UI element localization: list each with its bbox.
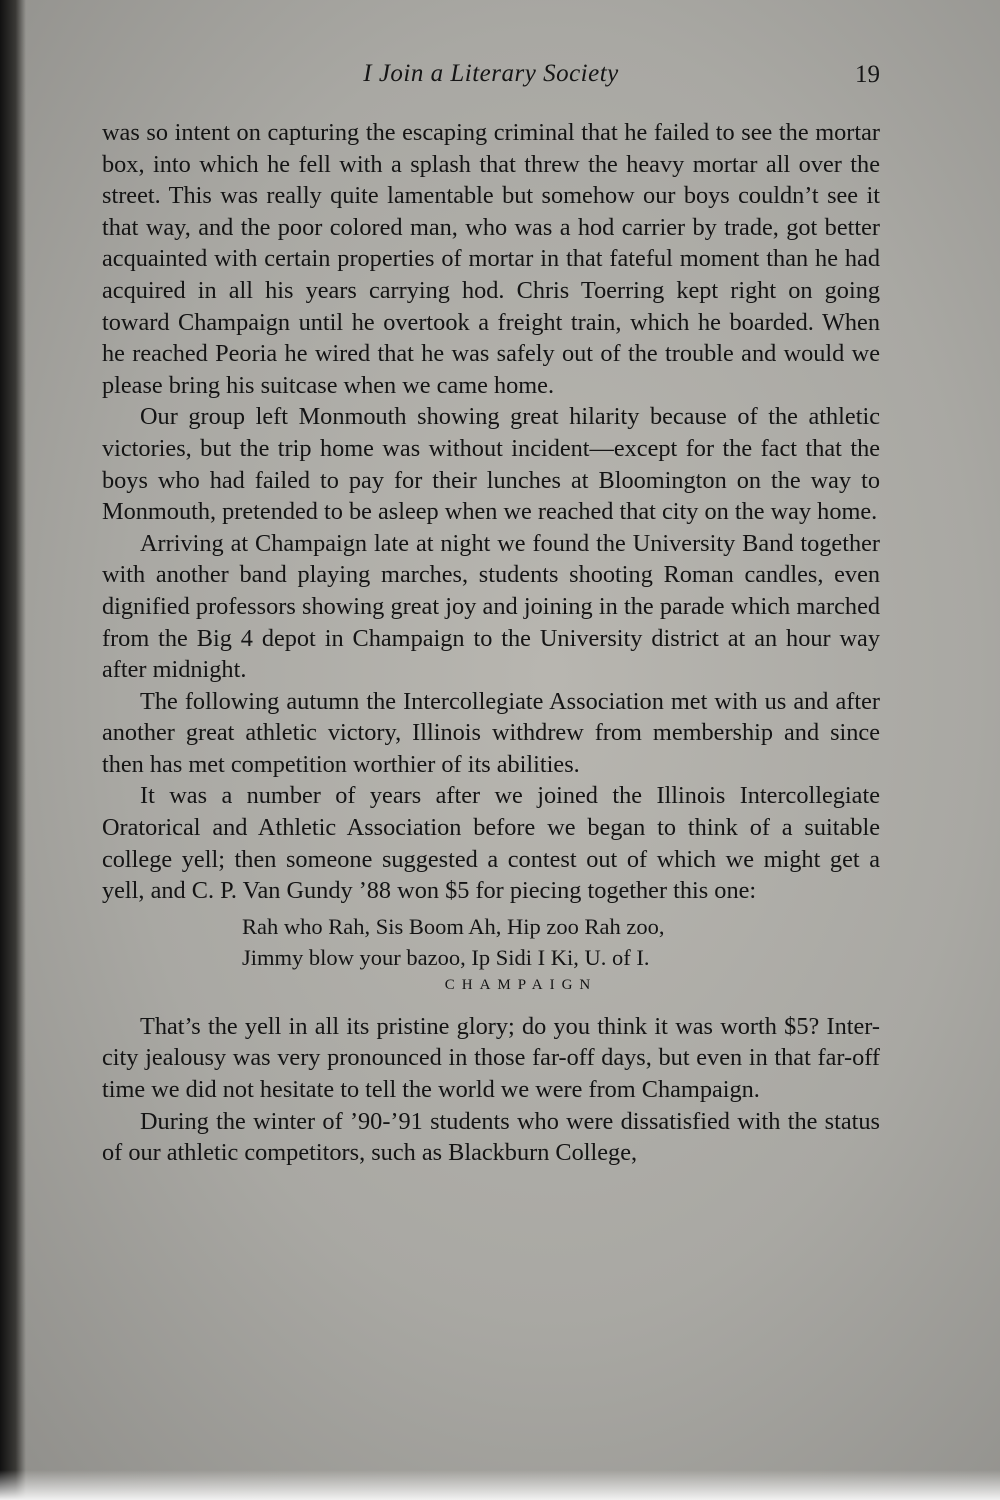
college-yell — [242, 911, 880, 973]
yell-line-1: Rah who Rah, Sis Boom Ah, Hip zoo Rah zoo, — [242, 913, 665, 939]
running-title: I Join a Literary Society — [363, 60, 619, 87]
paragraph-4: The following autumn the Intercollegiate Association met with us and after another great athletic victory, Illinois withdrew from membership and since then has met competition worthier of its abilities. — [102, 687, 880, 778]
running-head — [102, 60, 880, 96]
paragraph-5: It was a number of years after we joined the Illinois Intercollegiate Oratorical and Athletic Association before we began to think of a suitable college yell; then someone suggested a contest out of which we might get a yell, and C. P. Van Gundy ’88 won $5 for piecing together this one: — [102, 782, 880, 905]
paragraph-2: Our group left Monmouth showing great hilarity because of the athletic victories, but the trip home was without incident—except for the fact that the boys who had failed to pay for their lunches at Bloomington on the way to Monmouth, pretended to be asleep when we reached that city on the way home. — [102, 403, 880, 526]
paragraph-3: Arriving at Champaign late at night we found the University Band together with another band playing marches, students shooting Roman candles, even dignified professors showing great joy and joining in the parade which marched from the Big 4 depot in Champaign to the University district at an hour way after midnight. — [102, 529, 880, 684]
paragraph-6: That’s the yell in all its pristine glory; do you think it was worth $5? Inter-city jealousy was very pronounced in those far-off days, but even in that far-off time we did not hesitate to tell the world we were from Champaign. — [102, 1012, 880, 1104]
yell-line-2: Jimmy blow your bazoo, Ip Sidi I Ki, U. of I. — [242, 944, 650, 970]
paragraph-1: was so intent on capturing the escaping criminal that he failed to see the mortar box, into which he fell with a splash that threw the heavy mortar all over the street. This was really quite lamentable but somehow our boys couldn’t see it that way, and the poor colored man, who was a hod carrier by trade, got better acquainted with certain properties of mortar in that fateful moment than he had acquired in all his years carrying hod. Chris Toerring kept right on going toward Champaign until he overtook a freight train, which he boarded. When he reached Peoria he wired that he was safely out of the trouble and would we please bring his suitcase when we came home. — [102, 119, 880, 399]
page-number: 19 — [855, 61, 880, 88]
paragraph-7: During the winter of ’90-’91 students who were dissatisfied with the status of our athletic competitors, such as Blackburn College, — [102, 1107, 880, 1167]
yell-signature: CHAMPAIGN — [444, 976, 598, 993]
body-text — [102, 117, 880, 1169]
